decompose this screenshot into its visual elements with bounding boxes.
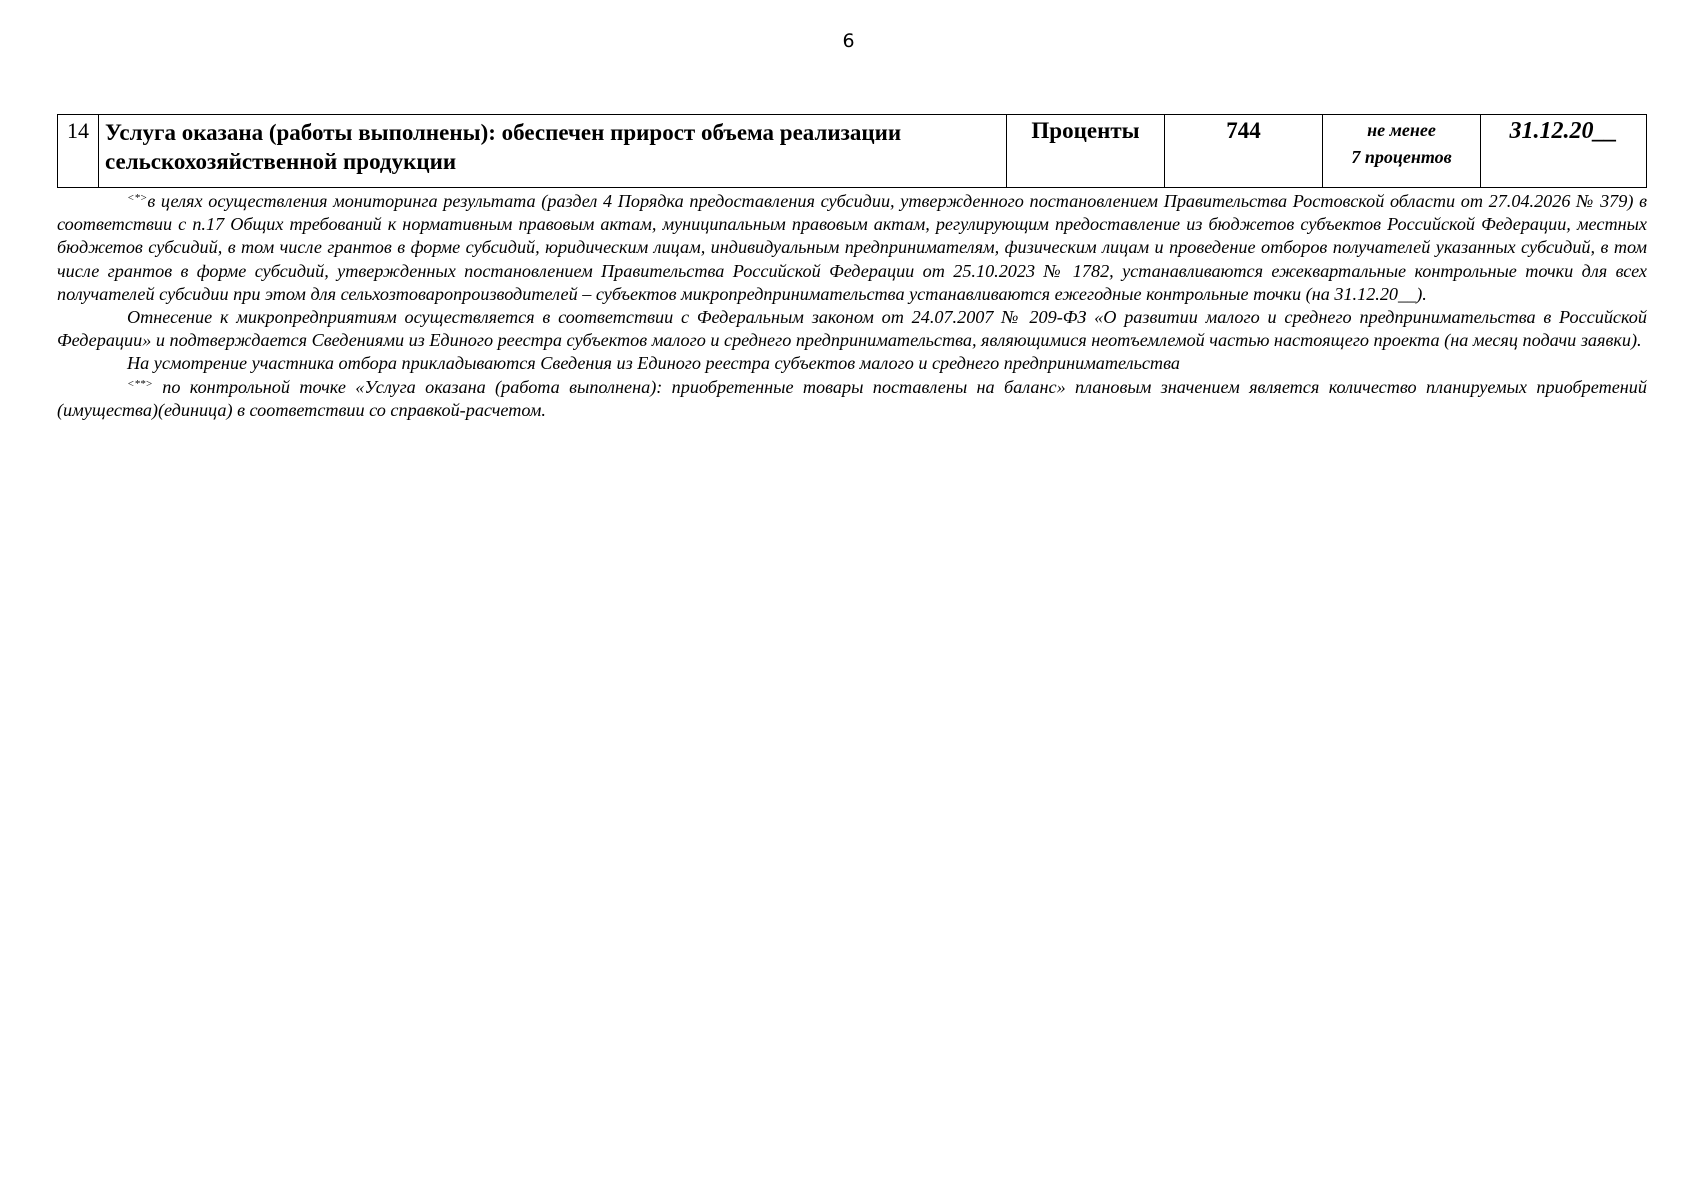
registry-paragraph: На усмотрение участника отбора прикладываются Сведения из Единого реестра субъектов малого и среднего предпринимательства xyxy=(127,353,1180,374)
row-number-cell: 14 xyxy=(58,115,99,188)
micro-enterprise-paragraph: Отнесение к микропредприятиям осуществляется в соответствии с Федеральным законом от 24.07.2007 № 209-ФЗ «О развитии малого и среднего предпринимательства в Российской Федерации» и подтверждается Сведениями из Единого реестра субъектов малого и среднего предпринимательства, являющимися неотъемлемой частью настоящего проекта (на месяц подачи заявки). xyxy=(57,307,1647,351)
row-unit-cell: Проценты xyxy=(1007,115,1165,188)
footnote-1-mark: <*> xyxy=(127,192,148,204)
footnotes xyxy=(57,190,1647,422)
page-number: 6 xyxy=(842,30,855,52)
footnote-2-text: по контрольной точке «Услуга оказана (работа выполнена): приобретенные товары поставлены на баланс» плановым значением является количество планируемых приобретений (имущества)(единица) в соответствии со справкой-расчетом. xyxy=(57,376,1647,420)
row-code-cell: 744 xyxy=(1165,115,1323,188)
footnote-2-mark: <**> xyxy=(127,377,153,390)
row-plan-cell xyxy=(1323,115,1481,188)
footnote-2 xyxy=(57,376,1647,422)
plan-line-1: не менее xyxy=(1367,120,1436,140)
footnote-1 xyxy=(57,190,1647,306)
document-body xyxy=(57,114,1647,422)
row-description-cell: Услуга оказана (работы выполнены): обеспечен прирост объема реализации сельскохозяйственной продукции xyxy=(99,115,1007,188)
plan-line-2: 7 процентов xyxy=(1351,147,1452,167)
results-table xyxy=(57,114,1647,188)
row-date-cell: 31.12.20__ xyxy=(1481,115,1647,188)
table-row xyxy=(58,115,1647,188)
footnote-1-text: в целях осуществления мониторинга результата (раздел 4 Порядка предоставления субсидии, утвержденного постановлением Правительства Ростовской области от 27.04.2026 № 379) в соответствии с п.17 Общих требований к нормативным правовым актам, муниципальным правовым актам, регулирующим предоставление из бюджетов субъектов Российской Федерации, местных бюджетов субсидий, в том числе грантов в форме субсидий, юридическим лицам, индивидуальным предпринимателям, физическим лицам и проведение отборов получателей указанных субсидий, в том числе грантов в форме субсидий, утвержденных постановлением Правительства Российской Федерации от 25.10.2023 № 1782, устанавливаются ежеквартальные контрольные точки для всех получателей субсидии при этом для сельхозтоваропроизводителей – субъектов микропредпринимательства устанавливаются ежегодные контрольные точки (на 31.12.20__). xyxy=(57,191,1647,304)
